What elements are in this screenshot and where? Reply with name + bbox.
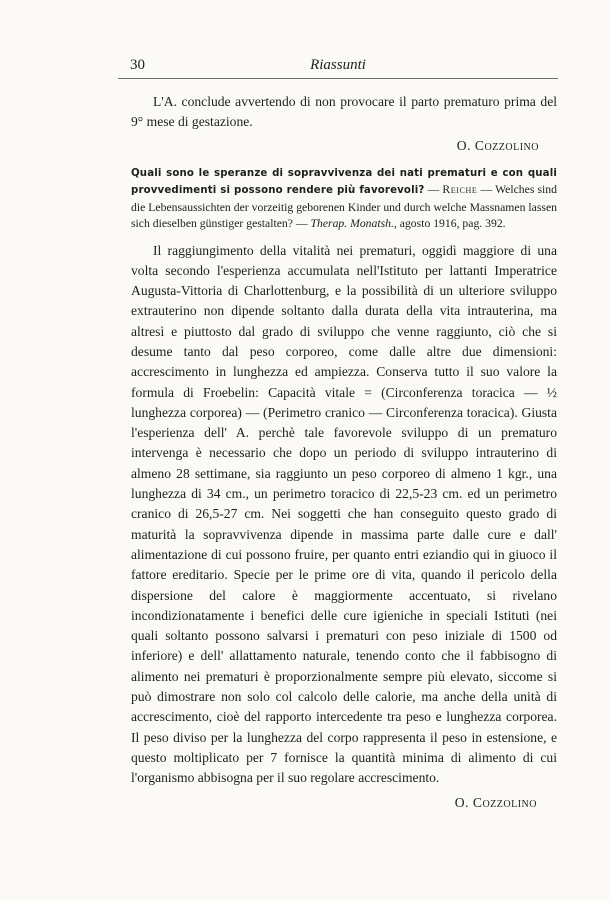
separator-dash: —	[477, 183, 496, 197]
page-number: 30	[130, 57, 145, 73]
header-divider	[118, 78, 558, 79]
original-title: Welches sind die Lebensaussichten der vorzeitig geborenen Kinder und durch welche Massnamen lassen sich dieselben günstiger gestalten?	[131, 183, 557, 231]
conclusion-paragraph: L'A. conclude avvertendo di non provocare il parto prematuro prima del 9° mese di gestazione.	[131, 94, 557, 130]
page-body	[131, 92, 557, 813]
article-title: Quali sono le speranze di sopravvivenza dei nati prematuri e con quali provvedimenti si possono rendere più favorevoli?	[131, 167, 557, 197]
citation-details: , agosto 1916, pag. 392.	[393, 217, 506, 231]
signature: O. Cozzolino	[454, 794, 537, 810]
summary-paragraph: Il raggiungimento della vitalità nei prematuri, oggidì maggiore di una volta secondo l'esperienza accumulata nell'Istituto per lattanti Imperatrice Augusta-Vittoria di Charlottenburg, e la possibilità di un ulteriore sviluppo extrauterino non dipende soltanto dalla durata della vita intrauterina, ma altresì e piuttosto dal grado di sviluppo che venne raggiunto, ciò che si desume tanto dal peso corporeo, come dalle altre due dimensioni: accrescimento in lunghezza ed ampiezza. Conserva tutto il suo valore la formula di Froebelin: Capacità vitale = (Circonferenza toracica — ½ lunghezza corporea) — (Perimetro cranico — Circonferenza toracica). Giusta l'esperienza dell' A. perchè tale favorevole sviluppo di un prematuro intervenga è necessario che dopo un periodo di sviluppo intrauterino di almeno 28 settimane, sia raggiunto un peso corporeo di almeno 1 kgr., una lunghezza di 34 cm., un perimetro toracico di 22,5-23 cm. ed un perimetro cranico di 26,5-27 cm. Nei soggetti che han conseguito questo grado di maturità la sopravvivenza dipende in massima parte dalle cure e dall' alimentazione di cui possono fruire, per quanto entri eziandio qui in giuoco il fattore ereditario. Specie per le prime ore di vita, quando il pericolo della dispersione del calore è maggiormente accentuato, si rivelano incondizionatamente i benefici delle cure igieniche in speciali Istituti (nei quali soltanto possono salvarsi i prematuri con peso iniziale di 1500 od inferiore) e dell' allattamento naturale, tenendo conto che il fabbisogno di alimento nei prematuri è proporzionalmente sempre più elevato, siccome si può dimostrare non solo col calcolo delle calorie, ma anche della unità di accrescimento, cioè del rapporto intercedente tra peso e lunghezza corporea. Il peso diviso per la lunghezza del corpo rappresenta il peso in estensione, e questo moltiplicato per 7 fornisce la quantità minima di alimento di cui l'organismo abbisogna per il suo regolare accrescimento.	[131, 242, 557, 786]
signature: O. Cozzolino	[456, 137, 539, 153]
author-name: Reiche	[442, 183, 478, 197]
abstract-heading	[131, 165, 557, 233]
running-title: Riassunti	[310, 57, 366, 73]
separator-dash: —	[292, 217, 311, 231]
journal-name: Therap. Monatsh.	[310, 217, 394, 231]
page-header	[118, 57, 558, 79]
separator-dash: —	[424, 183, 443, 197]
